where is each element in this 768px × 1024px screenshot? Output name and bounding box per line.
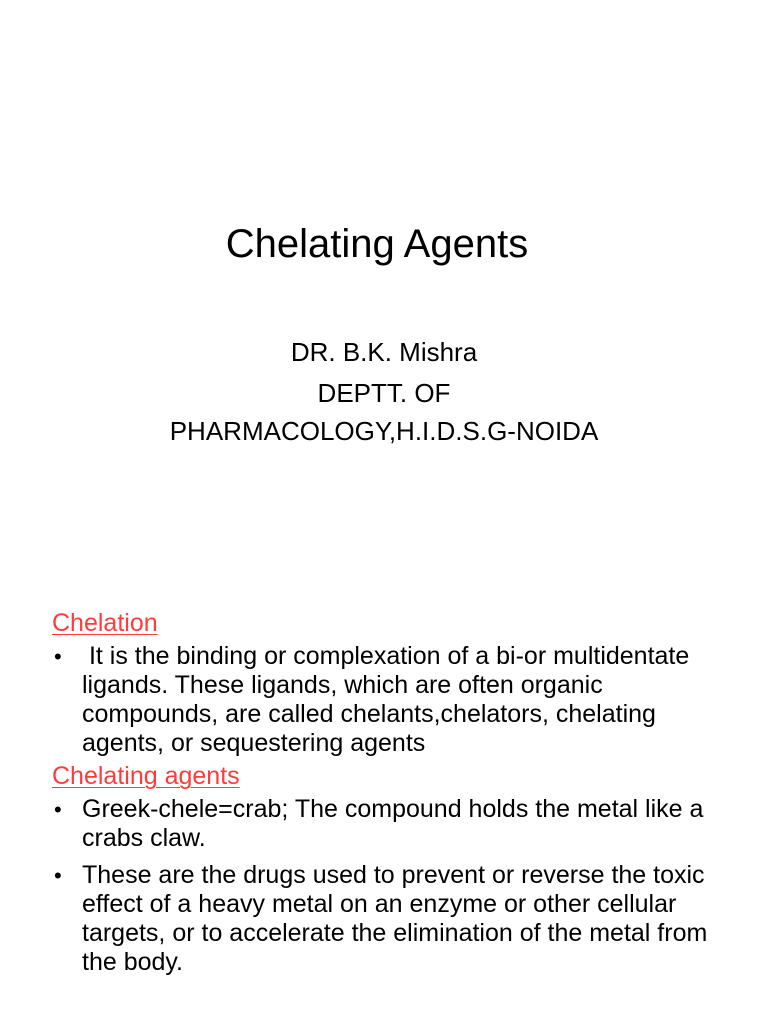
bullet-text-drugs: These are the drugs used to prevent or reverse the toxic effect of a heavy metal on an enzyme or other cellular targets, or to accelerate the elimination of the metal from the body.: [82, 861, 708, 976]
heading-chelation: Chelation: [52, 609, 158, 637]
bullet-item-drugs: [52, 861, 732, 977]
content-slide: [0, 576, 768, 1024]
slide-title: Chelating Agents: [225, 222, 529, 266]
bullet-dot-icon: •: [54, 863, 62, 888]
slide-subtitle: [0, 334, 768, 450]
slide-content: [52, 606, 732, 977]
bullet-item-chelation: [52, 642, 732, 758]
bullet-item-greek: [52, 795, 732, 853]
heading-chelating-agents: Chelating agents: [52, 762, 240, 790]
bullet-text-greek: Greek-chele=crab; The compound holds the metal like a crabs claw.: [82, 795, 704, 852]
department-line-2: PHARMACOLOGY,H.I.D.S.G-NOIDA: [169, 416, 599, 446]
bullet-dot-icon: •: [54, 644, 62, 669]
bullet-text-chelation: It is the binding or complexation of a bi-or multidentate ligands. These ligands, which are often organic compounds, are called chelants,chelators, chelating agents, or sequestering agents: [82, 642, 697, 757]
author-name: DR. B.K. Mishra: [290, 337, 478, 367]
bullet-dot-icon: •: [54, 797, 62, 822]
department-line-1: DEPTT. OF: [317, 378, 451, 408]
